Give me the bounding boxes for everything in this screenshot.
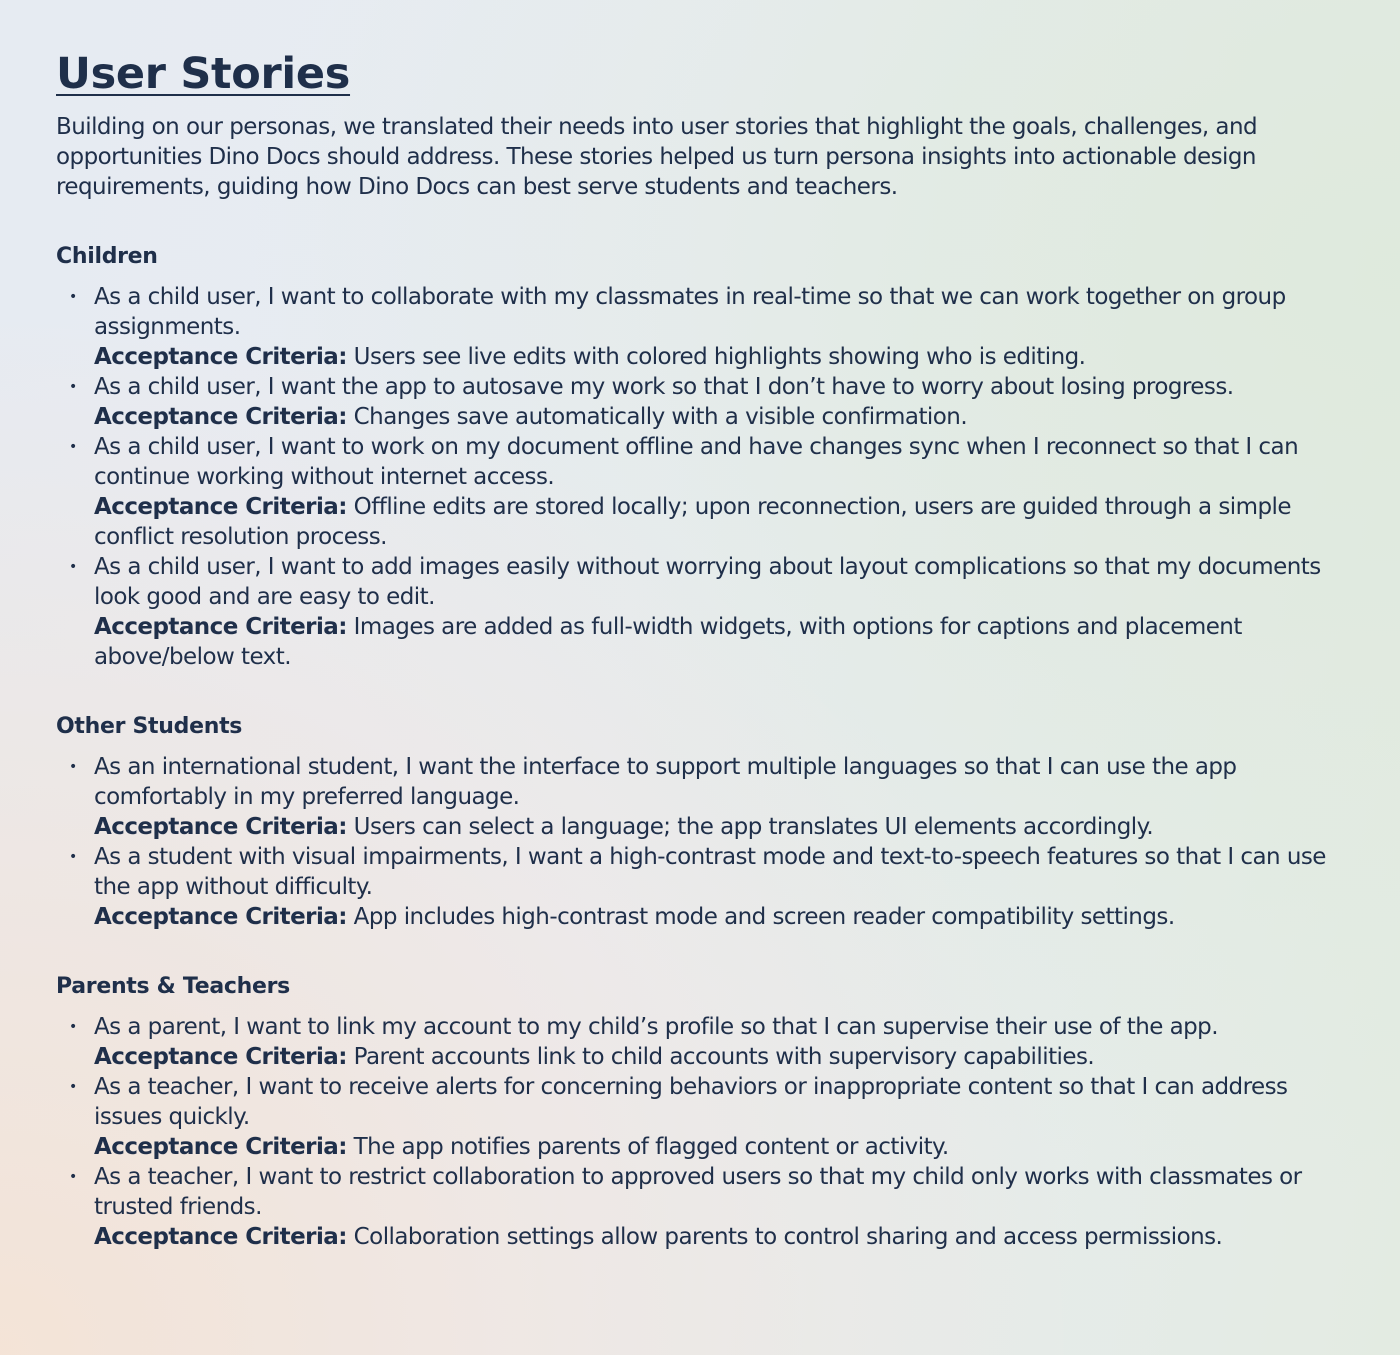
bullet-icon: •: [69, 559, 77, 575]
acceptance-criteria: [94, 342, 1346, 372]
document-page: [56, 44, 1346, 1252]
story-text: As a child user, I want the app to autosave my work so that I don’t have to worry about losing progress.: [94, 374, 1234, 400]
acceptance-criteria: [94, 402, 1346, 432]
section-children: [56, 242, 1346, 672]
bullet-icon: •: [69, 759, 77, 775]
criteria-text: Collaboration settings allow parents to control sharing and access permissions.: [353, 1224, 1223, 1250]
acceptance-criteria: [94, 492, 1346, 552]
acceptance-criteria: [94, 612, 1346, 672]
criteria-text: Users see live edits with colored highlights showing who is editing.: [353, 344, 1086, 370]
story-text: As a teacher, I want to restrict collaboration to approved users so that my child only works with classmates or trusted friends.: [94, 1164, 1302, 1220]
list-item: [56, 1012, 1346, 1072]
bullet-icon: •: [69, 439, 77, 455]
story-text: As a child user, I want to add images easily without worrying about layout complications so that my documents look good and are easy to edit.: [94, 554, 1321, 610]
criteria-label: Acceptance Criteria:: [94, 814, 347, 840]
criteria-label: Acceptance Criteria:: [94, 1224, 347, 1250]
acceptance-criteria: [94, 902, 1346, 932]
intro-paragraph: Building on our personas, we translated their needs into user stories that highlight the goals, challenges, and opportunities Dino Docs should address. These stories helped us turn persona insights into actionable design requirements, guiding how Dino Docs can best serve students and teachers.: [56, 114, 1258, 200]
criteria-label: Acceptance Criteria:: [94, 1044, 347, 1070]
list-item: [56, 1072, 1346, 1162]
story-list: [56, 1012, 1346, 1252]
story-text: As a student with visual impairments, I want a high-contrast mode and text-to-speech features so that I can use the app without difficulty.: [94, 844, 1326, 900]
criteria-text: Images are added as full-width widgets, with options for captions and placement above/below text.: [94, 614, 1242, 670]
bullet-icon: •: [69, 1019, 77, 1035]
bullet-icon: •: [69, 289, 77, 305]
bullet-icon: •: [69, 1079, 77, 1095]
list-item: [56, 552, 1346, 672]
list-item: [56, 282, 1346, 372]
bullet-icon: •: [69, 1169, 77, 1185]
acceptance-criteria: [94, 1042, 1346, 1072]
bullet-icon: •: [69, 379, 77, 395]
section-other-students: [56, 712, 1346, 932]
story-list: [56, 752, 1346, 932]
section-parents-teachers: [56, 972, 1346, 1252]
criteria-label: Acceptance Criteria:: [94, 344, 347, 370]
story-list: [56, 282, 1346, 672]
story-text: As a child user, I want to work on my document offline and have changes sync when I reconnect so that I can continue working without internet access.: [94, 434, 1299, 490]
list-item: [56, 752, 1346, 842]
criteria-label: Acceptance Criteria:: [94, 1134, 347, 1160]
criteria-text: App includes high-contrast mode and screen reader compatibility settings.: [353, 904, 1175, 930]
criteria-label: Acceptance Criteria:: [94, 494, 347, 520]
bullet-icon: •: [69, 849, 77, 865]
section-heading: Children: [56, 244, 158, 269]
story-text: As an international student, I want the interface to support multiple languages so that I can use the app comfortably in my preferred language.: [94, 754, 1237, 810]
acceptance-criteria: [94, 1132, 1346, 1162]
story-text: As a teacher, I want to receive alerts for concerning behaviors or inappropriate content so that I can address issues quickly.: [94, 1074, 1288, 1130]
criteria-text: The app notifies parents of flagged content or activity.: [353, 1134, 949, 1160]
acceptance-criteria: [94, 812, 1346, 842]
list-item: [56, 372, 1346, 432]
list-item: [56, 842, 1346, 932]
section-heading: Other Students: [56, 714, 243, 739]
acceptance-criteria: [94, 1222, 1346, 1252]
story-text: As a child user, I want to collaborate with my classmates in real-time so that we can work together on group assignments.: [94, 284, 1286, 340]
list-item: [56, 1162, 1346, 1252]
criteria-text: Changes save automatically with a visible confirmation.: [353, 404, 968, 430]
criteria-label: Acceptance Criteria:: [94, 404, 347, 430]
criteria-label: Acceptance Criteria:: [94, 614, 347, 640]
list-item: [56, 432, 1346, 552]
criteria-text: Users can select a language; the app translates UI elements accordingly.: [353, 814, 1154, 840]
criteria-label: Acceptance Criteria:: [94, 904, 347, 930]
story-text: As a parent, I want to link my account to my child’s profile so that I can supervise their use of the app.: [94, 1014, 1218, 1040]
page-title: User Stories: [56, 49, 351, 99]
criteria-text: Parent accounts link to child accounts with supervisory capabilities.: [353, 1044, 1095, 1070]
section-heading: Parents & Teachers: [56, 974, 290, 999]
criteria-text: Offline edits are stored locally; upon reconnection, users are guided through a simple conflict resolution process.: [94, 494, 1291, 550]
